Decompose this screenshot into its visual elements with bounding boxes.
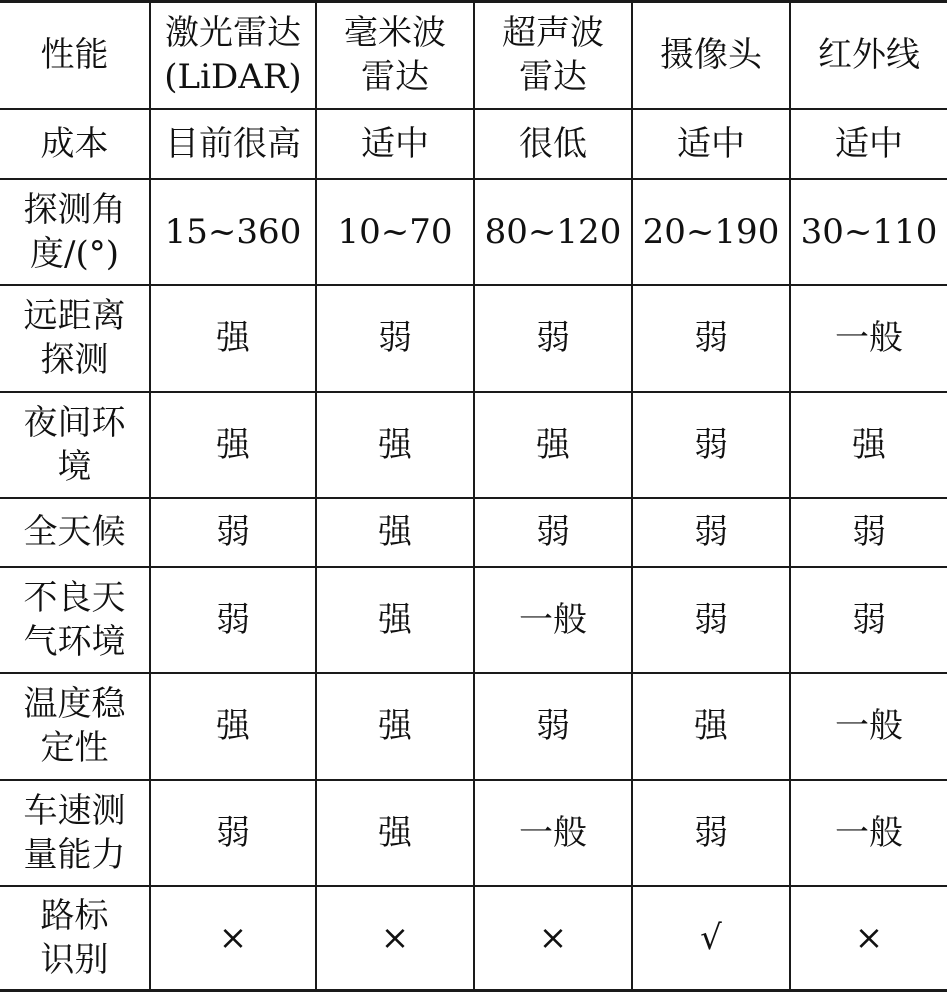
table-cell: 适中 (632, 109, 790, 179)
header-camera: 摄像头 (632, 2, 790, 109)
table-cell: 10~70 (316, 179, 474, 285)
table-cell: 30~110 (790, 179, 947, 285)
table-cell: 80~120 (474, 179, 632, 285)
table-cell: 一般 (790, 673, 947, 780)
table-cell: 一般 (790, 780, 947, 886)
table-cell: 强 (474, 392, 632, 498)
header-lidar: 激光雷达 (LiDAR) (150, 2, 316, 109)
table-cell: 目前很高 (150, 109, 316, 179)
table-cell: 弱 (632, 498, 790, 567)
table-cell: √ (632, 886, 790, 991)
table-cell: × (474, 886, 632, 991)
table-cell: 强 (316, 498, 474, 567)
table-cell: 强 (316, 780, 474, 886)
table-row (0, 179, 947, 285)
table-cell: 弱 (632, 780, 790, 886)
table-row (0, 285, 947, 392)
table-cell: 一般 (474, 567, 632, 673)
row-label: 路标 识别 (0, 886, 150, 991)
header-performance: 性能 (0, 2, 150, 109)
table-cell: 弱 (632, 567, 790, 673)
table-cell: 15~360 (150, 179, 316, 285)
table-cell: 20~190 (632, 179, 790, 285)
table-row (0, 567, 947, 673)
table-row (0, 392, 947, 498)
table-cell: 强 (316, 673, 474, 780)
table-cell: 一般 (790, 285, 947, 392)
row-label: 探测角 度/(°) (0, 179, 150, 285)
table-cell: 弱 (790, 498, 947, 567)
row-label: 夜间环 境 (0, 392, 150, 498)
header-ultrasonic-radar: 超声波 雷达 (474, 2, 632, 109)
table-cell: 强 (316, 567, 474, 673)
table-cell: 弱 (150, 780, 316, 886)
table-cell: 一般 (474, 780, 632, 886)
header-mmwave-radar: 毫米波 雷达 (316, 2, 474, 109)
table-row (0, 886, 947, 991)
table-cell: 适中 (316, 109, 474, 179)
table-cell: 很低 (474, 109, 632, 179)
table-cell: 适中 (790, 109, 947, 179)
header-row (0, 2, 947, 109)
row-label: 成本 (0, 109, 150, 179)
header-infrared: 红外线 (790, 2, 947, 109)
table-cell: × (316, 886, 474, 991)
table-cell: 弱 (150, 498, 316, 567)
table-row (0, 673, 947, 780)
table-cell: 强 (150, 392, 316, 498)
table-row (0, 498, 947, 567)
table-cell: 弱 (474, 673, 632, 780)
row-label: 远距离 探测 (0, 285, 150, 392)
table-cell: 弱 (474, 498, 632, 567)
table-cell: 弱 (474, 285, 632, 392)
row-label: 温度稳 定性 (0, 673, 150, 780)
row-label: 不良天 气环境 (0, 567, 150, 673)
table-cell: × (790, 886, 947, 991)
row-label: 全天候 (0, 498, 150, 567)
table-cell: × (150, 886, 316, 991)
table-cell: 强 (632, 673, 790, 780)
row-label: 车速测 量能力 (0, 780, 150, 886)
table-cell: 强 (790, 392, 947, 498)
table-row (0, 780, 947, 886)
table-cell: 弱 (150, 567, 316, 673)
table-cell: 强 (150, 673, 316, 780)
table-cell: 弱 (632, 285, 790, 392)
table-cell: 强 (150, 285, 316, 392)
table-cell: 弱 (632, 392, 790, 498)
table-cell: 弱 (316, 285, 474, 392)
table-cell: 弱 (790, 567, 947, 673)
table-cell: 强 (316, 392, 474, 498)
table-row (0, 109, 947, 179)
